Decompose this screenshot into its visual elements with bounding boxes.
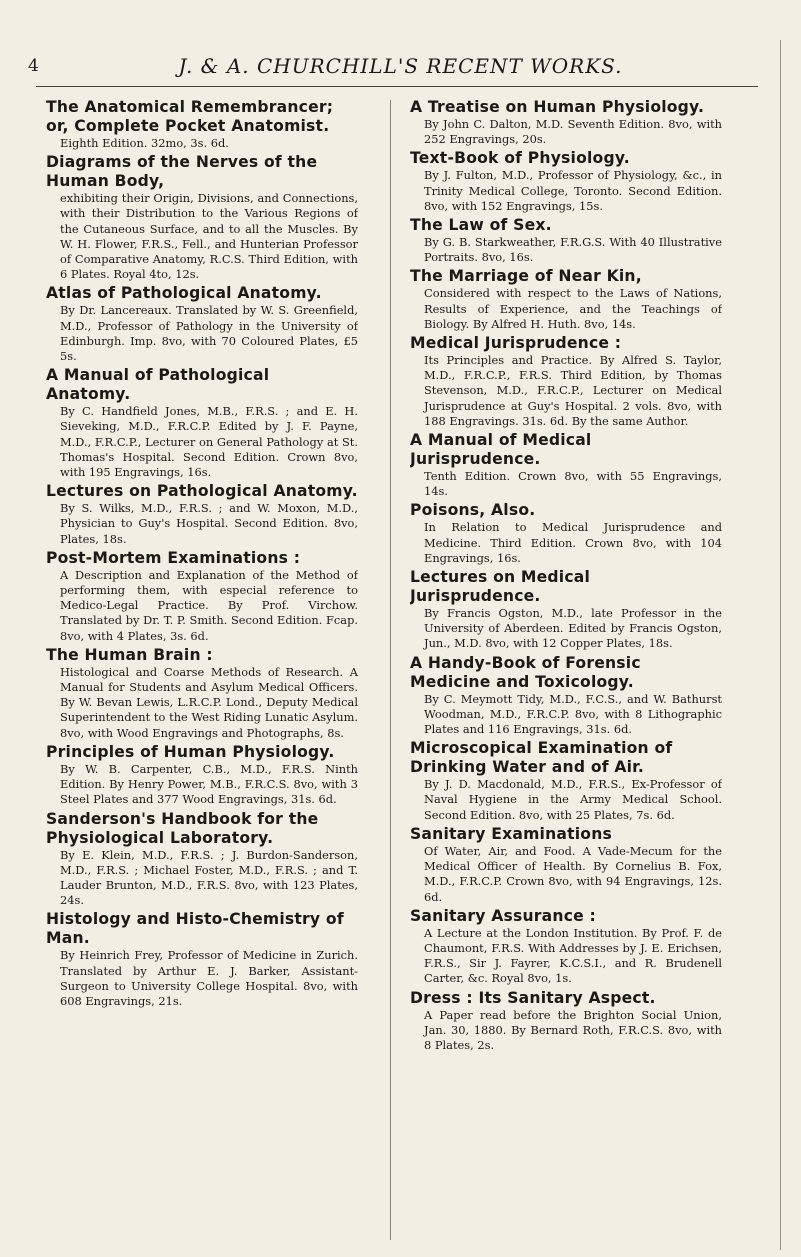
book-description: By S. Wilks, M.D., F.R.S. ; and W. Moxon, M.D., Physician to Guy's Hospital. Second Edition. 8vo, Plates, 18s. — [60, 501, 358, 546]
book-entry — [46, 743, 358, 808]
book-title: Sanitary Examinations — [410, 824, 613, 843]
book-description: Histological and Coarse Methods of Research. A Manual for Students and Asylum Medical Officers. By W. Bevan Lewis, L.R.C.P. Lond., Deputy Medical Superintendent to the West Riding Lunatic Asylum. 8vo, with Wood Engravings and Photographs, 8s. — [60, 664, 358, 740]
book-entry — [410, 216, 722, 265]
book-title: Dress : Its Sanitary Aspect. — [410, 988, 656, 1007]
book-entry — [46, 153, 358, 282]
book-description: By W. B. Carpenter, C.B., M.D., F.R.S. Ninth Edition. By Henry Power, M.B., F.R.C.S. 8vo, with 3 Steel Plates and 377 Wood Engravings, 31s. 6d. — [60, 761, 358, 807]
book-entry — [410, 334, 722, 429]
book-title: Poisons, Also. — [410, 501, 536, 520]
book-title: Principles of Human Physiology. — [46, 742, 335, 761]
book-description: Its Principles and Practice. By Alfred S. Taylor, M.D., F.R.C.P., F.R.S. Third Edition, by Thomas Stevenson, M.D., F.R.C.P., Lecturer on Medical Jurisprudence at Guy's Hospital. 2 vols. 8vo, with 188 Engravings. 31s. 6d. By the same Author. — [424, 353, 722, 428]
book-title: Microscopical Examination of Drinking Water and of Air. — [410, 739, 673, 777]
book-entry — [410, 501, 722, 566]
book-entry — [410, 568, 722, 652]
book-entry — [410, 907, 722, 987]
right-column — [410, 98, 722, 1238]
book-description: By E. Klein, M.D., F.R.S. ; J. Burdon-Sanderson, M.D., F.R.S. ; Michael Foster, M.D., F.R.S. ; and T. Lauder Brunton, M.D., F.R.S. 8vo, with 123 Plates, 24s. — [60, 847, 358, 908]
book-entry — [410, 825, 722, 905]
book-entry — [410, 267, 722, 332]
book-description: By Dr. Lancereaux. Translated by W. S. Greenfield, M.D., Professor of Pathology in the University of Edinburgh. Imp. 8vo, with 70 Coloured Plates, £5 5s. — [60, 303, 358, 364]
book-title: A Treatise on Human Physiology. — [410, 98, 705, 116]
book-title: Post-Mortem Examinations : — [46, 548, 301, 567]
book-entry — [410, 431, 722, 499]
book-description: By G. B. Starkweather, F.R.G.S. With 40 Illustrative Portraits. 8vo, 16s. — [424, 235, 722, 265]
book-description: By John C. Dalton, M.D. Seventh Edition. 8vo, with 252 Engravings, 20s. — [424, 117, 722, 147]
book-description: exhibiting their Origin, Divisions, and Connections, with their Distribution to the Various Regions of the Cutaneous Surface, and to all the Muscles. By W. H. Flower, F.R.S., Fell., and Hunterian Professor of Comparative Anatomy, R.C.S. Third Edition, with 6 Plates. Royal 4to, 12s. — [60, 191, 358, 282]
book-description: In Relation to Medical Jurisprudence and Medicine. Third Edition. Crown 8vo, with 104 Engravings, 16s. — [424, 520, 722, 565]
book-description: By C. Meymott Tidy, M.D., F.C.S., and W. Bathurst Woodman, M.D., F.R.C.P. 8vo, with 8 Lithographic Plates and 116 Engravings, 31s. 6d. — [424, 691, 722, 737]
book-entry — [46, 549, 358, 644]
book-description: A Description and Explanation of the Method of performing them, with especial reference to Medico-Legal Practice. By Prof. Virchow. Translated by Dr. T. P. Smith. Second Edition. Fcap. 8vo, with 4 Plates, 3s. 6d. — [60, 567, 358, 643]
book-title: Text-Book of Physiology. — [410, 149, 630, 168]
book-title: Sanderson's Handbook for the Physiological Laboratory. — [46, 809, 319, 847]
book-title: Atlas of Pathological Anatomy. — [46, 284, 322, 303]
book-entry — [46, 810, 358, 909]
book-title: Medical Jurisprudence : — [410, 334, 622, 353]
book-title: The Law of Sex. — [410, 216, 552, 235]
book-description: A Lecture at the London Institution. By Prof. F. de Chaumont, F.R.S. With Addresses by J. E. Erichsen, F.R.S., Sir J. Fayrer, K.C.S.I., and R. Brudenell Carter, &c. Royal 8vo, 1s. — [424, 925, 722, 986]
book-description: By J. D. Macdonald, M.D., F.R.S., Ex-Professor of Naval Hygiene in the Army Medical School. Second Edition. 8vo, with 25 Plates, 7s. 6d. — [424, 777, 722, 822]
left-column — [46, 98, 358, 1238]
page-edge — [780, 40, 781, 1250]
book-title: A Handy-Book of Forensic Medicine and Toxicology. — [410, 653, 641, 691]
book-entry — [46, 284, 358, 364]
book-entry — [46, 646, 358, 741]
book-title: Histology and Histo-Chemistry of Man. — [46, 910, 344, 948]
book-description: A Paper read before the Brighton Social Union, Jan. 30, 1880. By Bernard Roth, F.R.C.S. 8vo, with 8 Plates, 2s. — [424, 1007, 722, 1052]
book-entry — [410, 739, 722, 823]
book-title: Lectures on Pathological Anatomy. — [46, 482, 358, 501]
book-entry — [410, 989, 722, 1054]
book-title: Diagrams of the Nerves of the Human Body, — [46, 153, 318, 191]
running-head: J. & A. CHURCHILL'S RECENT WORKS. — [178, 54, 623, 78]
book-description: Considered with respect to the Laws of Nations, Results of Experience, and the Teachings of Biology. By Alfred H. Huth. 8vo, 14s. — [424, 286, 722, 331]
book-description: By Heinrich Frey, Professor of Medicine in Zurich. Translated by Arthur E. J. Barker, Assistant-Surgeon to University College Hospital. 8vo, with 608 Engravings, 21s. — [60, 948, 358, 1008]
book-entry — [46, 366, 358, 480]
book-entry — [410, 654, 722, 738]
book-entry — [46, 98, 358, 151]
book-description: Of Water, Air, and Food. A Vade-Mecum for the Medical Officer of Health. By Cornelius B. Fox, M.D., F.R.C.P. Crown 8vo, with 94 Engravings, 12s. 6d. — [424, 843, 722, 904]
book-description: Eighth Edition. 32mo, 3s. 6d. — [60, 136, 229, 150]
book-title: Sanitary Assurance : — [410, 906, 596, 925]
book-entry — [46, 910, 358, 1009]
header-rule — [36, 86, 758, 87]
book-entry — [410, 149, 722, 214]
column-divider — [390, 100, 391, 1240]
book-description: By Francis Ogston, M.D., late Professor in the University of Aberdeen. Edited by Francis Ogston, Jun., M.D. 8vo, with 12 Copper Plates, 18s. — [424, 606, 722, 651]
book-title: A Manual of Medical Jurisprudence. — [410, 431, 592, 469]
book-title: The Anatomical Remembrancer; or, Complete Pocket Anatomist. — [46, 98, 334, 135]
book-entry — [410, 98, 722, 147]
book-title: The Human Brain : — [46, 645, 213, 664]
page-number: 4 — [28, 56, 39, 76]
book-description: Tenth Edition. Crown 8vo, with 55 Engravings, 14s. — [424, 469, 722, 499]
book-title: The Marriage of Near Kin, — [410, 267, 642, 286]
book-title: A Manual of Pathological Anatomy. — [46, 366, 270, 404]
book-description: By J. Fulton, M.D., Professor of Physiology, &c., in Trinity Medical College, Toronto. Second Edition. 8vo, with 152 Engravings, 15s. — [424, 168, 722, 213]
book-title: Lectures on Medical Jurisprudence. — [410, 568, 591, 606]
book-entry — [46, 482, 358, 547]
book-description: By C. Handfield Jones, M.B., F.R.S. ; and E. H. Sieveking, M.D., F.R.C.P. Edited by J. F. Payne, M.D., F.R.C.P., Lecturer on General Pathology at St. Thomas's Hospital. Second Edition. Crown 8vo, with 195 Engravings, 16s. — [60, 404, 358, 480]
